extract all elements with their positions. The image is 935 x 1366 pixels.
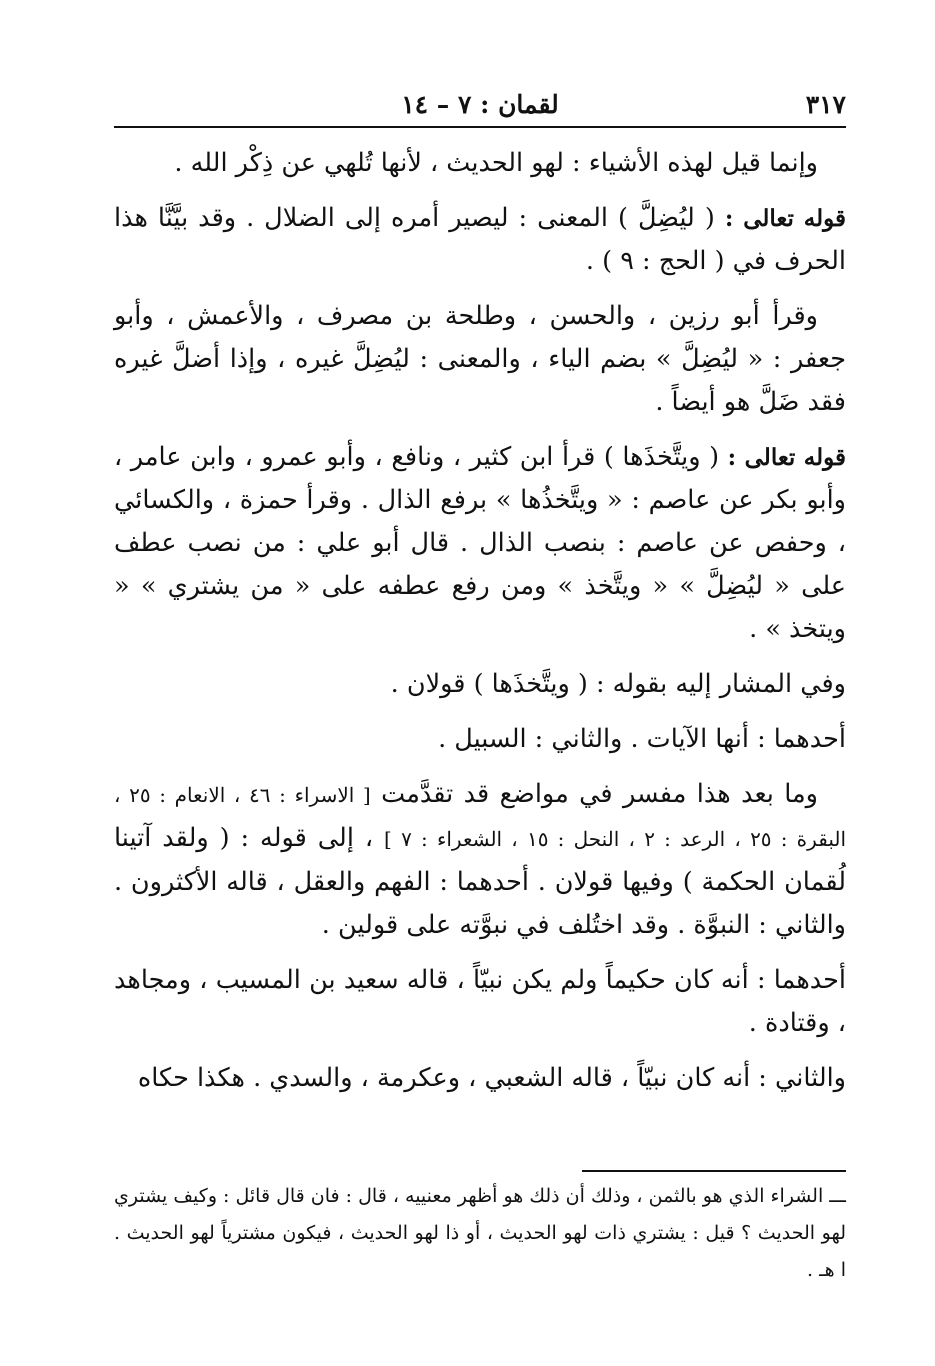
paragraph-5 [114, 663, 846, 706]
paragraph-2-text: ( ليُضِلَّ ) المعنى : ليصير أمره إلى الضلال . وقد بيَّنَّا هذا الحرف في ( الحج : ٩ ) . [114, 203, 846, 276]
paragraph-9 [114, 1057, 846, 1100]
paragraph-7-references: [ الاسراء : ٤٦ ، الانعام : ٢٥ ، البقرة : ٢٥ ، الرعد : ٢ ، النحل : ١٥ ، الشعراء : ٧ ] [114, 783, 847, 851]
main-text [114, 142, 846, 1112]
paragraph-1 [114, 142, 846, 185]
footnote [114, 1178, 846, 1289]
paragraph-1-text: وإنما قيل لهذه الأشياء : لهو الحديث ، لأنها تُلهي عن ذِكْر الله . [174, 148, 818, 178]
paragraph-7-text-b: ، إلى قوله : ( ولقد آتينا لُقمان الحكمة ) وفيها قولان . أحدهما : الفهم والعقل ، قاله الأكثرون . والثاني : النبوَّة . وقد اختُلف في نبوَّته على قولين . [114, 823, 846, 940]
paragraph-6-text: أحدهما : أنها الآيات . والثاني : السبيل . [438, 724, 846, 754]
page-number: ٣١٧ [805, 90, 846, 119]
header-rule [114, 126, 846, 128]
paragraph-5-text: وفي المشار إليه بقوله : ( ويتَّخذَها ) قولان . [390, 669, 846, 699]
paragraph-2 [114, 197, 846, 283]
paragraph-9-text: والثاني : أنه كان نبيّاً ، قاله الشعبي ، وعكرمة ، والسدي . هكذا حكاه [137, 1063, 846, 1093]
paragraph-8 [114, 959, 846, 1045]
page-header [114, 86, 846, 126]
paragraph-4-text: ( ويتَّخذَها ) قرأ ابن كثير ، ونافع ، وأبو عمرو ، وابن عامر ، وأبو بكر عن عاصم : « ويتَّخذُها » برفع الذال . وقرأ حمزة ، والكسائي ، وحفص عن عاصم : بنصب الذال . قال أبو علي : من نصب عطف على « ليُضِلَّ » « ويتَّخذ » ومن رفع عطفه على « من يشتري » « ويتخذ » . [114, 442, 846, 644]
paragraph-8-text: أحدهما : أنه كان حكيماً ولم يكن نبيّاً ، قاله سعيد بن المسيب ، ومجاهد ، وقتادة . [114, 965, 846, 1038]
paragraph-3-text: وقرأ أبو رزين ، والحسن ، وطلحة بن مصرف ، والأعمش ، وأبو جعفر : « ليُضِلَّ » بضم الياء ، والمعنى : ليُضِلَّ غيره ، وإذا أضلَّ غيره فقد ضَلَّ هو أيضاً . [114, 301, 846, 417]
footnote-rule [582, 1170, 846, 1172]
footnote-text: ـــ الشراء الذي هو بالثمن ، وذلك أن ذلك هو أظهر معنييه ، قال : فان قال قائل : وكيف يشتري لهو الحديث ؟ قيل : يشتري ذات لهو الحديث ، أو ذا لهو الحديث ، فيكون مشترياً لهو الحديث . ا هـ . [114, 1185, 846, 1281]
paragraph-4 [114, 436, 846, 651]
paragraph-7-text-a: وما بعد هذا مفسر في مواضع قد تقدَّمت [381, 779, 818, 809]
paragraph-7 [114, 773, 846, 947]
paragraph-2-lead: قوله تعالى : [724, 205, 847, 232]
paragraph-3 [114, 295, 846, 424]
paragraph-4-lead: قوله تعالى : [727, 444, 847, 471]
running-title: لقمان : ٧ – ١٤ [401, 90, 559, 119]
paragraph-6 [114, 718, 846, 761]
